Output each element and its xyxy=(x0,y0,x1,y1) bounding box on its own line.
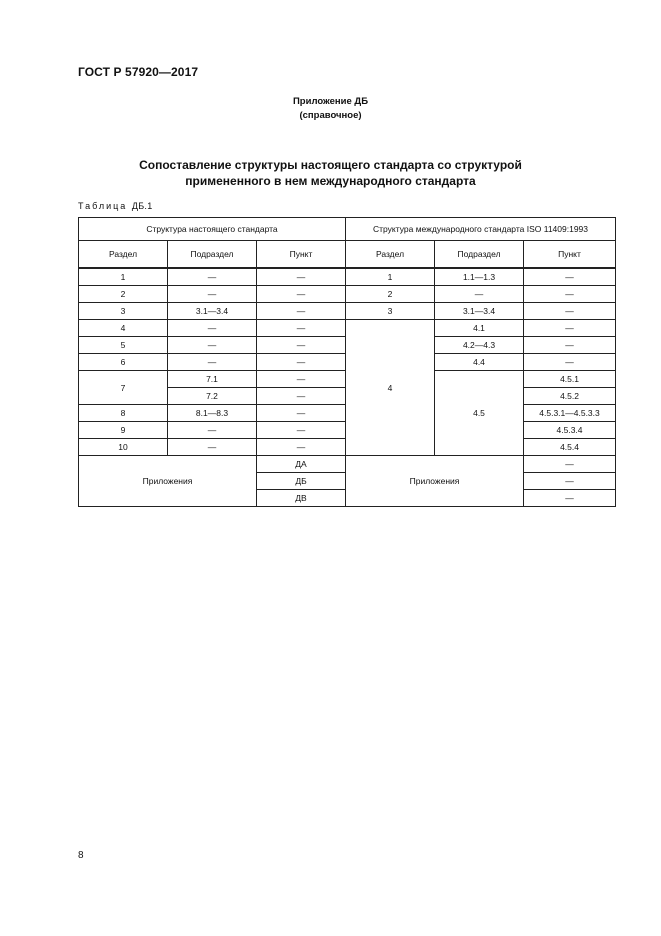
appendix-clause: ДБ xyxy=(257,473,346,490)
cell-section: 2 xyxy=(79,286,168,303)
cell-subsection-intl: 3.1—3.4 xyxy=(435,303,524,320)
cell-subsection: 7.2 xyxy=(168,388,257,405)
cell-subsection: — xyxy=(168,422,257,439)
cell-clause-intl: 4.5.3.4 xyxy=(524,422,616,439)
cell-subsection: — xyxy=(168,268,257,286)
cell-clause: — xyxy=(257,337,346,354)
cell-clause-intl: — xyxy=(524,337,616,354)
appendix-clause: ДВ xyxy=(257,490,346,507)
column-header-row xyxy=(79,241,616,269)
appendix-clause-intl: — xyxy=(524,456,616,473)
table-caption-number: ДБ.1 xyxy=(131,201,153,211)
cell-section: 6 xyxy=(79,354,168,371)
col-header-subsection: Подраздел xyxy=(168,241,257,269)
appendix-clause-intl: — xyxy=(524,473,616,490)
cell-clause: — xyxy=(257,286,346,303)
cell-subsection-intl: — xyxy=(435,286,524,303)
cell-clause: — xyxy=(257,371,346,388)
table-caption-label: Таблица xyxy=(78,201,128,211)
cell-subsection-intl: 4.1 xyxy=(435,320,524,337)
cell-subsection: — xyxy=(168,439,257,456)
cell-section: 10 xyxy=(79,439,168,456)
appendix-clause: ДА xyxy=(257,456,346,473)
appendix-row xyxy=(79,456,616,473)
table-row xyxy=(79,303,616,320)
appendix-label: Приложения xyxy=(79,456,257,507)
cell-section-intl-merged: 4 xyxy=(346,320,435,456)
cell-section-intl: 1 xyxy=(346,268,435,286)
document-title-line2: примененного в нем международного стандарта xyxy=(185,174,476,188)
cell-clause-intl: 4.5.4 xyxy=(524,439,616,456)
table-row xyxy=(79,286,616,303)
cell-subsection-intl: 4.2—4.3 xyxy=(435,337,524,354)
cell-clause: — xyxy=(257,439,346,456)
cell-clause-intl: — xyxy=(524,303,616,320)
cell-clause: — xyxy=(257,388,346,405)
cell-clause: — xyxy=(257,422,346,439)
comparison-table xyxy=(78,217,616,507)
cell-section: 5 xyxy=(79,337,168,354)
page-number: 8 xyxy=(78,850,84,861)
cell-subsection: — xyxy=(168,354,257,371)
col-header-subsection-intl: Подраздел xyxy=(435,241,524,269)
cell-clause: — xyxy=(257,405,346,422)
annex-status: (справочное) xyxy=(299,110,362,121)
cell-clause: — xyxy=(257,268,346,286)
cell-subsection: 3.1—3.4 xyxy=(168,303,257,320)
annex-heading xyxy=(0,95,661,123)
group-header-national: Структура настоящего стандарта xyxy=(79,218,346,241)
appendix-label-intl: Приложения xyxy=(346,456,524,507)
cell-subsection-intl: 1.1—1.3 xyxy=(435,268,524,286)
cell-clause-intl: — xyxy=(524,320,616,337)
cell-clause: — xyxy=(257,354,346,371)
cell-clause-intl: 4.5.3.1—4.5.3.3 xyxy=(524,405,616,422)
cell-section: 8 xyxy=(79,405,168,422)
cell-subsection: — xyxy=(168,337,257,354)
table-caption xyxy=(78,201,153,211)
group-header-international: Структура международного стандарта ISO 11409:1993 xyxy=(346,218,616,241)
cell-clause-intl: 4.5.2 xyxy=(524,388,616,405)
cell-subsection-intl-merged: 4.5 xyxy=(435,371,524,456)
appendix-clause-intl: — xyxy=(524,490,616,507)
cell-subsection-intl: 4.4 xyxy=(435,354,524,371)
cell-section-intl: 2 xyxy=(346,286,435,303)
cell-clause-intl: — xyxy=(524,268,616,286)
document-code: ГОСТ Р 57920—2017 xyxy=(78,65,199,79)
cell-section: 1 xyxy=(79,268,168,286)
cell-clause-intl: — xyxy=(524,354,616,371)
document-title xyxy=(0,157,661,189)
cell-subsection: 7.1 xyxy=(168,371,257,388)
cell-clause-intl: 4.5.1 xyxy=(524,371,616,388)
cell-section: 9 xyxy=(79,422,168,439)
col-header-clause-intl: Пункт xyxy=(524,241,616,269)
cell-section: 3 xyxy=(79,303,168,320)
cell-subsection: — xyxy=(168,320,257,337)
cell-section: 4 xyxy=(79,320,168,337)
cell-section-merged: 7 xyxy=(79,371,168,405)
col-header-section-intl: Раздел xyxy=(346,241,435,269)
cell-subsection: — xyxy=(168,286,257,303)
cell-clause-intl: — xyxy=(524,286,616,303)
cell-subsection: 8.1—8.3 xyxy=(168,405,257,422)
annex-title: Приложение ДБ xyxy=(292,96,369,107)
group-header-row xyxy=(79,218,616,241)
document-title-line1: Сопоставление структуры настоящего стандарта со структурой xyxy=(139,158,522,172)
table-row xyxy=(79,268,616,286)
col-header-clause: Пункт xyxy=(257,241,346,269)
table-row xyxy=(79,320,616,337)
cell-clause: — xyxy=(257,303,346,320)
cell-clause: — xyxy=(257,320,346,337)
col-header-section: Раздел xyxy=(79,241,168,269)
cell-section-intl: 3 xyxy=(346,303,435,320)
